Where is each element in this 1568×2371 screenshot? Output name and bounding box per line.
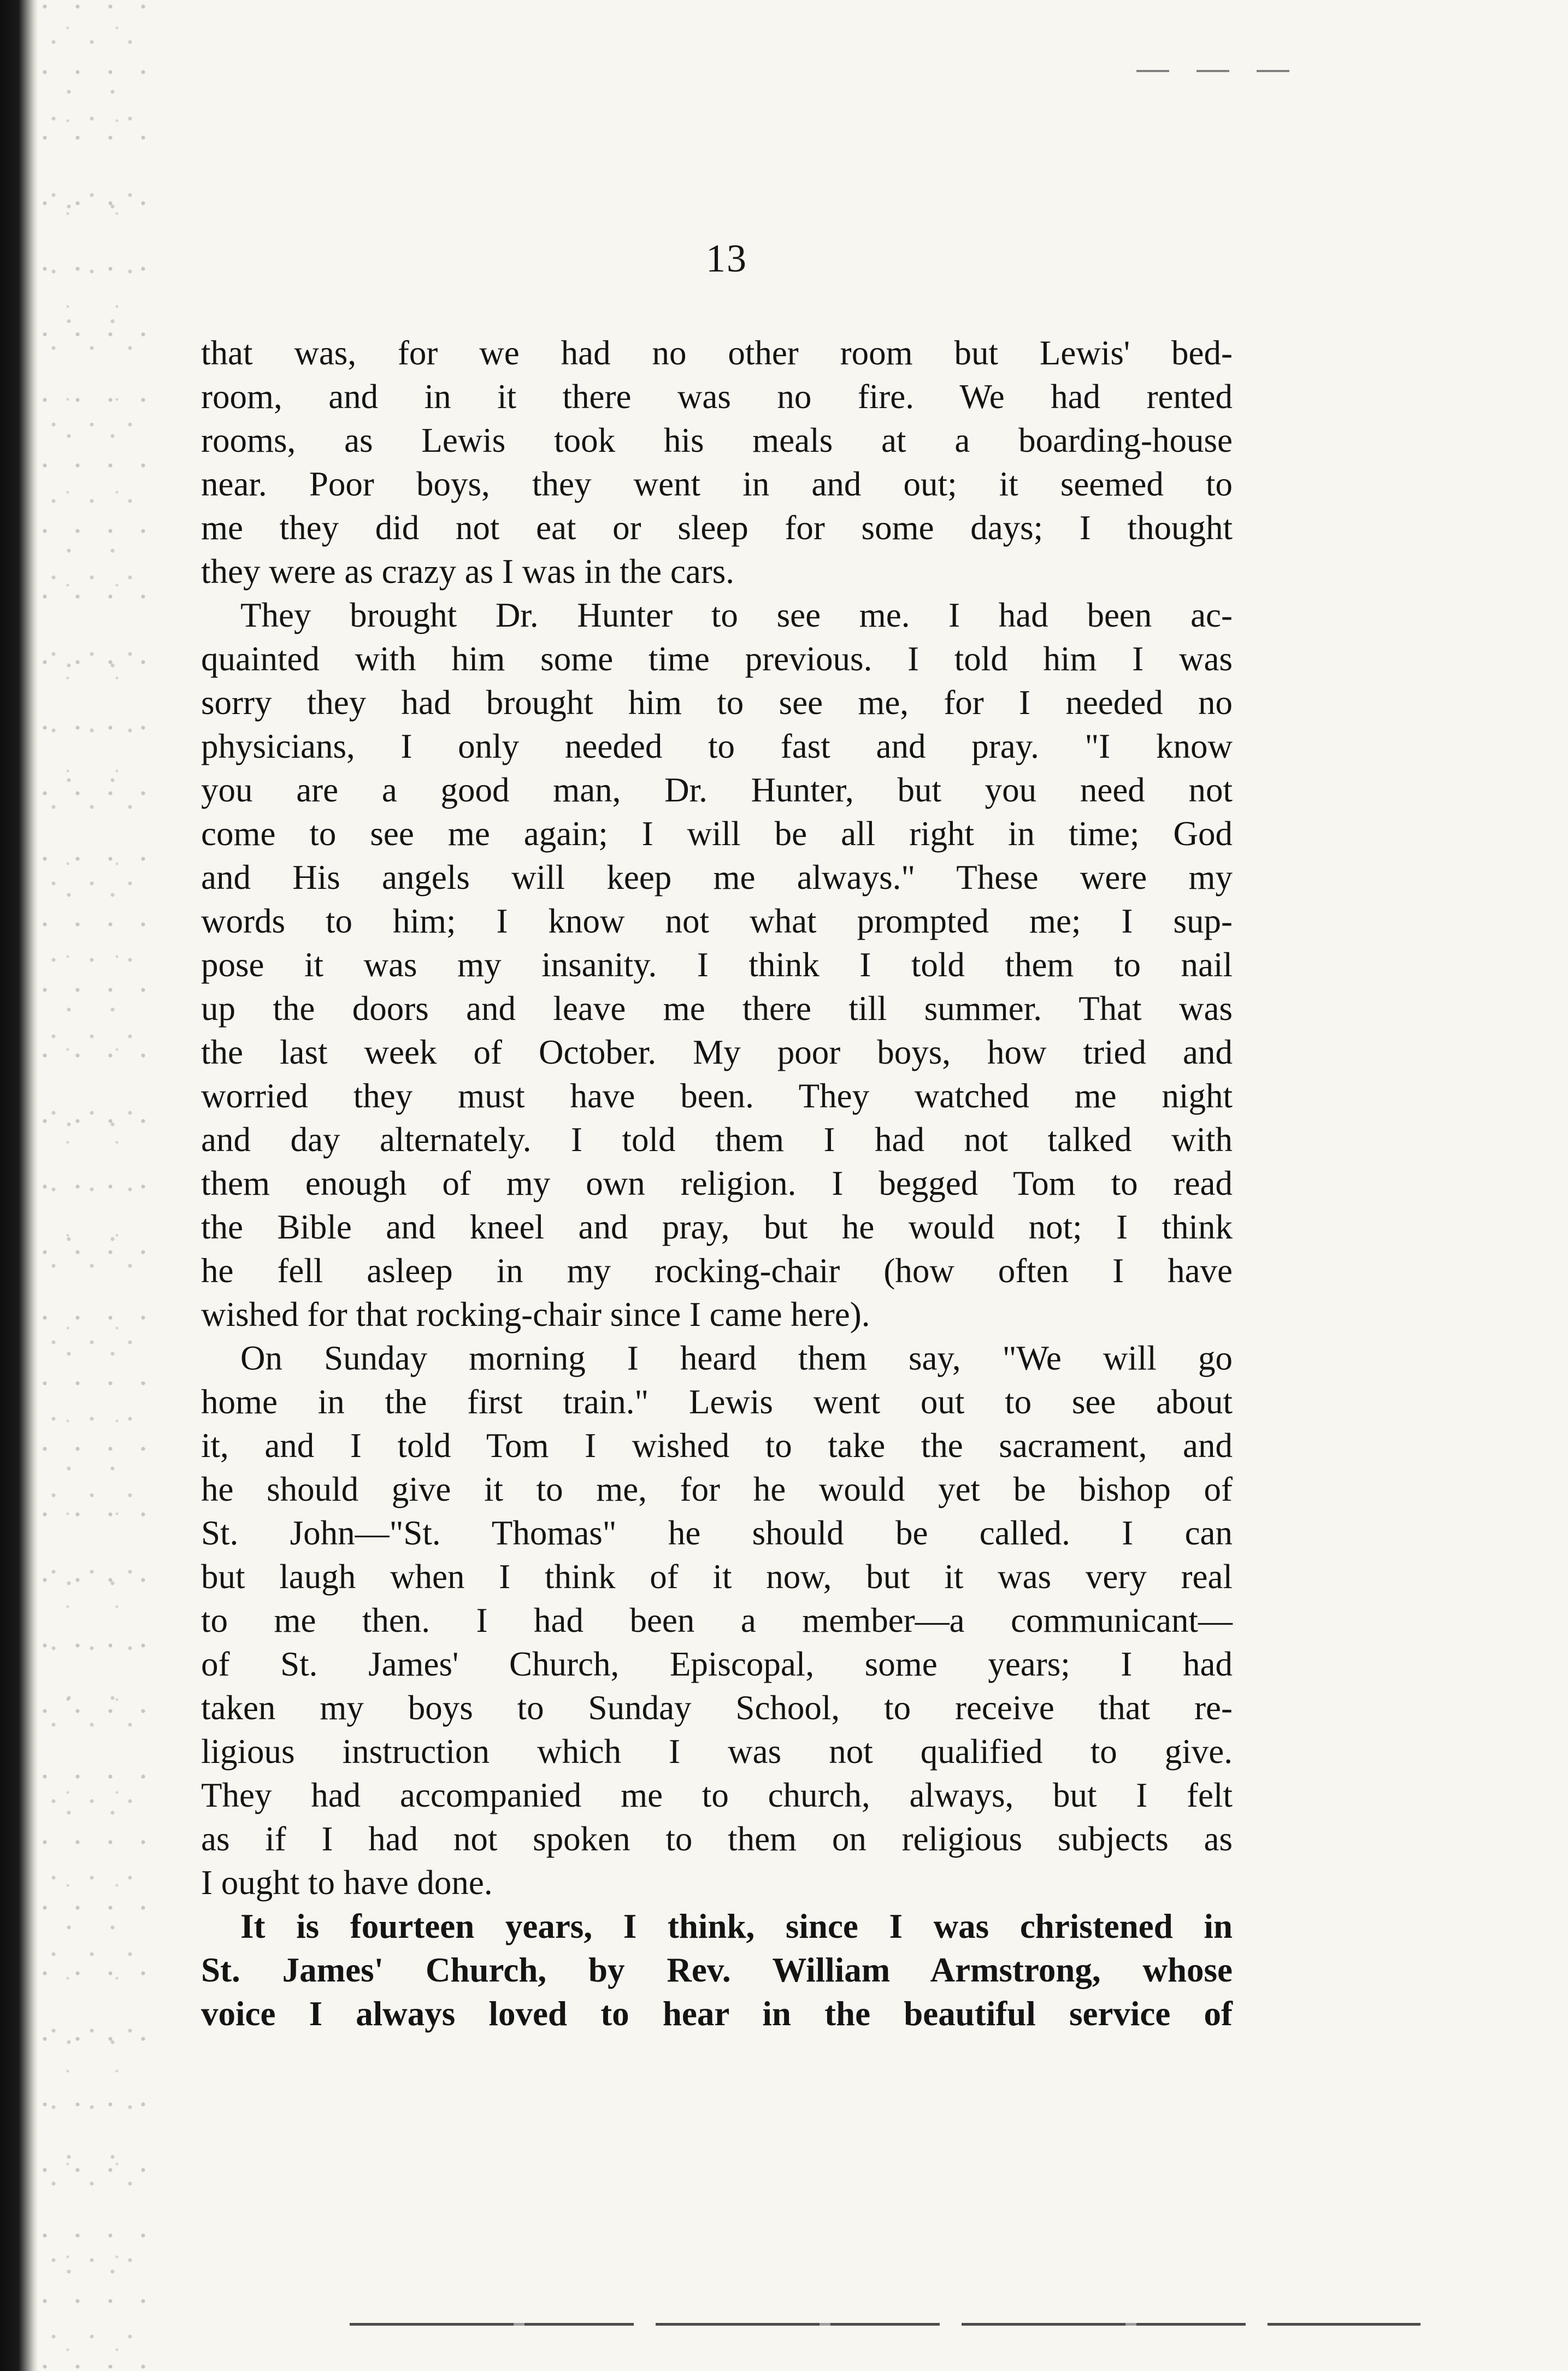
text-line: It is fourteen years, I think, since I was christened in	[240, 1907, 1233, 1945]
text-line: I ought to have done.	[201, 1863, 493, 1902]
text-line: pose it was my insanity. I think I told them to nail	[201, 946, 1233, 984]
text-line: room, and in it there was no fire. We had rented	[201, 378, 1233, 416]
text-line: that was, for we had no other room but Lewis' bed-	[201, 334, 1233, 372]
text-line: it, and I told Tom I wished to take the sacrament, and	[201, 1426, 1233, 1465]
print-marks	[1136, 70, 1311, 72]
text-line: the Bible and kneel and pray, but he would not; I think	[201, 1208, 1233, 1246]
binding-edge	[0, 0, 38, 2371]
text-line: ligious instruction which I was not qualified to give.	[201, 1732, 1233, 1771]
text-line: you are a good man, Dr. Hunter, but you need not	[201, 771, 1233, 809]
text-line: St. James' Church, by Rev. William Armstrong, whose	[201, 1951, 1233, 1989]
text-line: quainted with him some time previous. I told him I was	[201, 640, 1233, 678]
bottom-rule	[350, 2323, 1420, 2326]
text-line: and day alternately. I told them I had not talked with	[201, 1120, 1233, 1159]
paragraph	[201, 1336, 1233, 1904]
body-text	[201, 331, 1233, 2036]
text-line: voice I always loved to hear in the beautiful service of	[201, 1995, 1233, 2033]
text-line: come to see me again; I will be all right in time; God	[201, 815, 1233, 853]
text-line: me they did not eat or sleep for some days; I thought	[201, 509, 1233, 547]
text-line: On Sunday morning I heard them say, "We will go	[240, 1339, 1233, 1377]
text-line: the last week of October. My poor boys, how tried and	[201, 1033, 1233, 1071]
text-line: near. Poor boys, they went in and out; it seemed to	[201, 465, 1233, 503]
text-line: They had accompanied me to church, always, but I felt	[201, 1776, 1233, 1814]
text-line: words to him; I know not what prompted me; I sup-	[201, 902, 1233, 940]
paragraph	[201, 1904, 1233, 2036]
text-line: home in the first train." Lewis went out to see about	[201, 1383, 1233, 1421]
text-line: St. John—"St. Thomas" he should be called. I can	[201, 1514, 1233, 1552]
text-line: rooms, as Lewis took his meals at a boarding-house	[201, 421, 1233, 459]
text-line: They brought Dr. Hunter to see me. I had been ac-	[240, 596, 1233, 634]
text-line: they were as crazy as I was in the cars.	[201, 552, 735, 591]
text-line: them enough of my own religion. I begged Tom to read	[201, 1164, 1233, 1202]
margin-speckle	[38, 0, 153, 2371]
paragraph	[201, 331, 1233, 593]
text-line: taken my boys to Sunday School, to receive that re-	[201, 1689, 1233, 1727]
paragraph	[201, 593, 1233, 1336]
text-line: to me then. I had been a member—a communicant—	[201, 1601, 1233, 1639]
text-line: as if I had not spoken to them on religious subjects as	[201, 1820, 1233, 1858]
text-line: wished for that rocking-chair since I came here).	[201, 1295, 870, 1334]
text-line: worried they must have been. They watched me night	[201, 1077, 1233, 1115]
text-line: sorry they had brought him to see me, for I needed no	[201, 683, 1233, 722]
text-line: he fell asleep in my rocking-chair (how often I have	[201, 1252, 1233, 1290]
page-number: 13	[706, 237, 747, 280]
text-line: he should give it to me, for he would yet be bishop of	[201, 1470, 1233, 1508]
text-line: physicians, I only needed to fast and pray. "I know	[201, 727, 1233, 765]
text-line: but laugh when I think of it now, but it was very real	[201, 1558, 1233, 1596]
text-line: up the doors and leave me there till summer. That was	[201, 989, 1233, 1028]
text-line: of St. James' Church, Episcopal, some years; I had	[201, 1645, 1233, 1683]
text-line: and His angels will keep me always." These were my	[201, 858, 1233, 897]
